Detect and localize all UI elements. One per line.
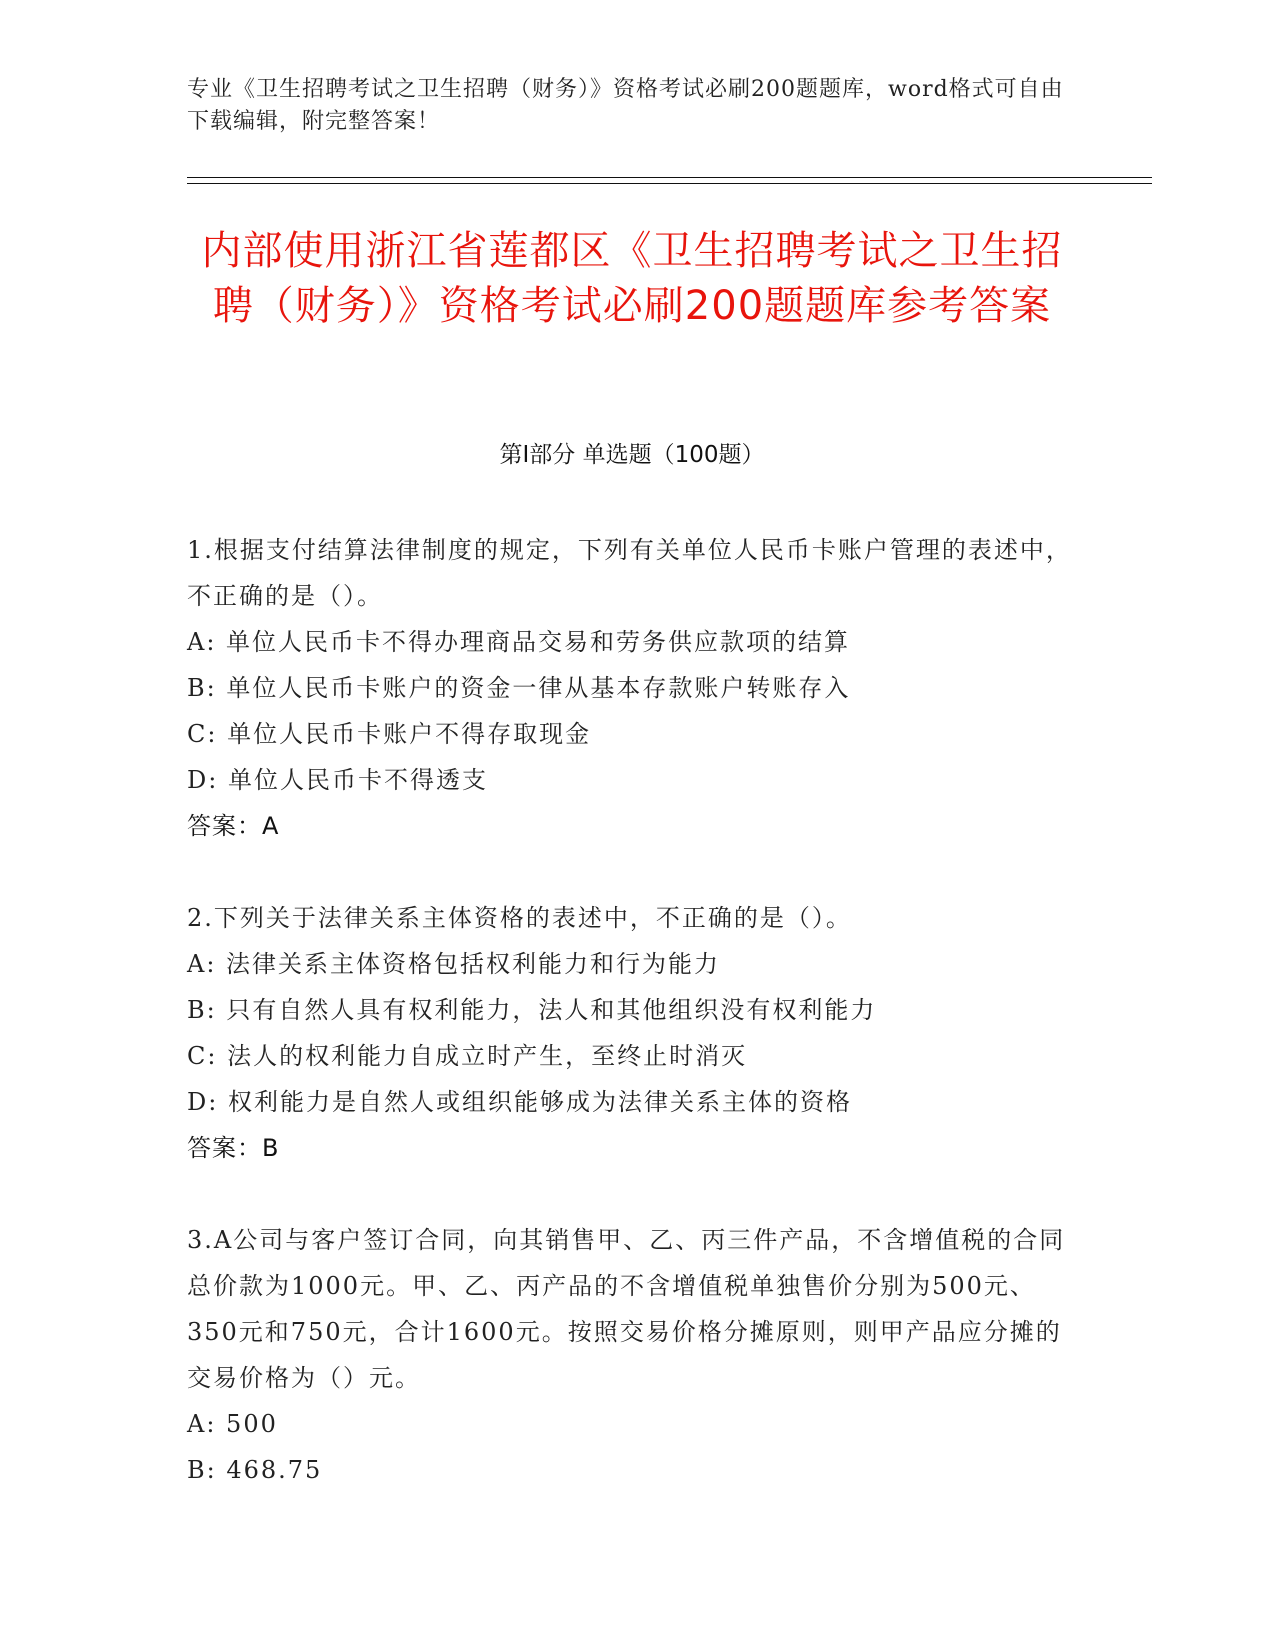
question-2 <box>187 895 1077 1171</box>
option-c: C: 法人的权利能力自成立时产生，至终止时消灭 <box>187 1042 748 1070</box>
option-a: A: 500 <box>187 1410 278 1438</box>
question-text: 3.A公司与客户签订合同，向其销售甲、乙、丙三件产品，不含增值税的合同总价款为1000元。甲、乙、丙产品的不含增值税单独售价分别为500元、350元和750元，合计1600元。按照交易价格分摊原则，则甲产品应分摊的交易价格为（）元。 <box>187 1226 1066 1392</box>
question-3 <box>187 1217 1077 1493</box>
question-text: 1.根据支付结算法律制度的规定，下列有关单位人民币卡账户管理的表述中，不正确的是（）。 <box>187 536 1072 610</box>
header-note: 专业《卫生招聘考试之卫生招聘（财务）》资格考试必刷200题题库，word格式可自由下载编辑，附完整答案！ <box>187 77 1064 134</box>
option-a: A: 法律关系主体资格包括权利能力和行为能力 <box>187 950 721 978</box>
section-title: 第I部分 单选题（100题） <box>499 442 765 468</box>
option-b: B: 单位人民币卡账户的资金一律从基本存款账户转账存入 <box>187 674 851 702</box>
option-a: A: 单位人民币卡不得办理商品交易和劳务供应款项的结算 <box>187 628 851 656</box>
question-1 <box>187 527 1077 849</box>
option-b: B: 468.75 <box>187 1456 323 1484</box>
header-rule-thin <box>187 183 1152 184</box>
answer: 答案：A <box>187 812 280 840</box>
question-text: 2.下列关于法律关系主体资格的表述中，不正确的是（）。 <box>187 904 852 932</box>
option-d: D: 单位人民币卡不得透支 <box>187 766 488 794</box>
document-title: 内部使用浙江省莲都区《卫生招聘考试之卫生招聘（财务）》资格考试必刷200题题库参考答案 <box>201 228 1063 329</box>
question-list <box>187 527 1077 1493</box>
answer: 答案：B <box>187 1134 280 1162</box>
option-b: B: 只有自然人具有权利能力，法人和其他组织没有权利能力 <box>187 996 877 1024</box>
option-c: C: 单位人民币卡账户不得存取现金 <box>187 720 592 748</box>
header-rule-thick <box>187 177 1152 178</box>
option-d: D: 权利能力是自然人或组织能够成为法律关系主体的资格 <box>187 1088 852 1116</box>
